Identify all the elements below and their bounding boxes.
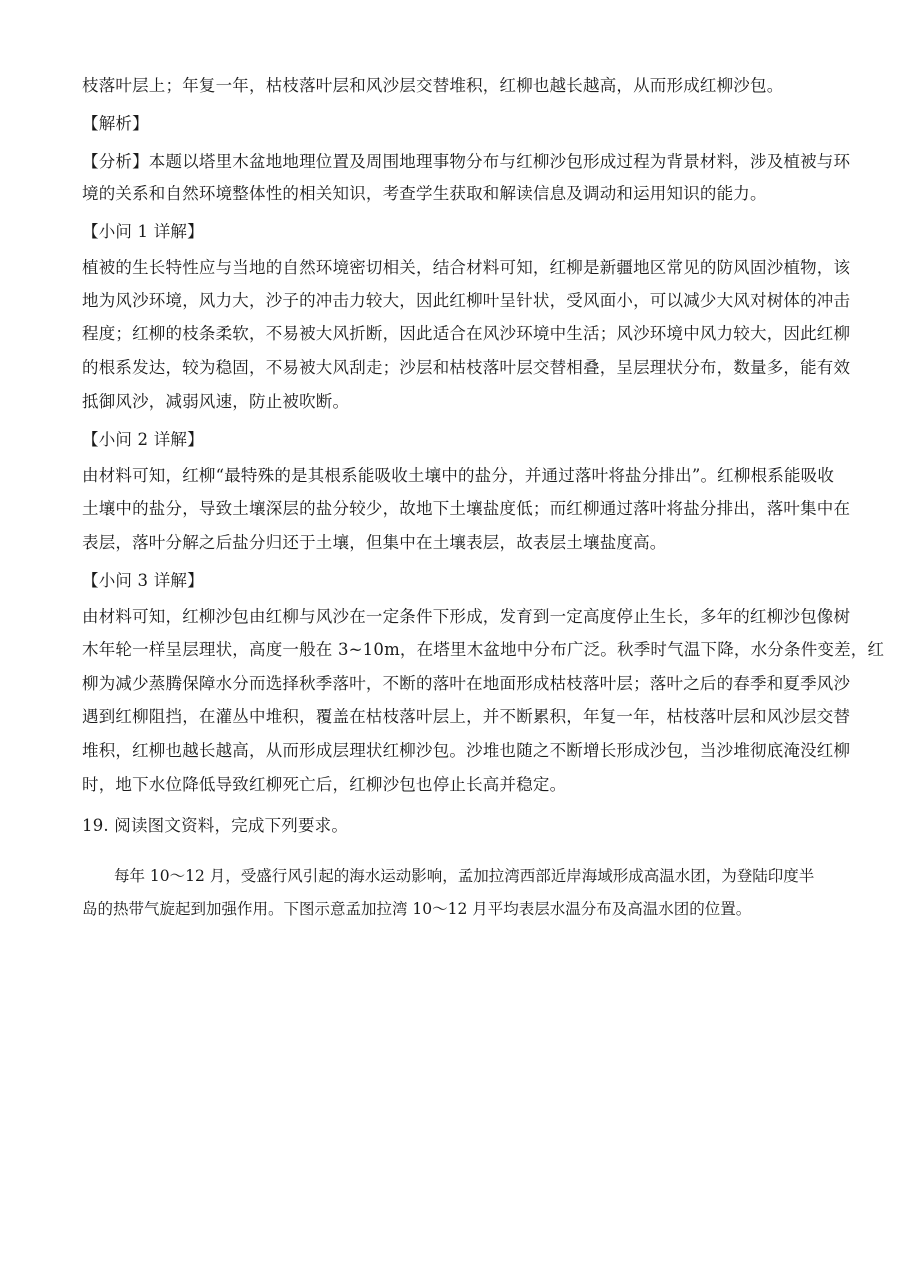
text-line: 柳为减少蒸腾保障水分而选择秋季落叶，不断的落叶在地面形成枯枝落叶层；落叶之后的春季和夏季风沙: [82, 674, 851, 693]
subquestion-1-header: 【小问 1 详解】: [82, 222, 204, 241]
text-line: 由材料可知，红柳沙包由红柳与风沙在一定条件下形成，发育到一定高度停止生长，多年的红柳沙包像树: [82, 607, 851, 626]
text-line: 植被的生长特性应与当地的自然环境密切相关，结合材料可知，红柳是新疆地区常见的防风固沙植物，该: [82, 258, 851, 277]
text-line: 枝落叶层上；年复一年，枯枝落叶层和风沙层交替堆积，红柳也越长越高，从而形成红柳沙包。: [82, 76, 784, 95]
question-19-title: 19. 阅读图文资料，完成下列要求。: [82, 816, 349, 835]
material-passage-line: 岛的热带气旋起到加强作用。下图示意孟加拉湾 10～12 月平均表层水温分布及高温水团的位置。: [82, 900, 752, 918]
text-line: 遇到红柳阻挡，在灌丛中堆积，覆盖在枯枝落叶层上，并不断累积，年复一年，枯枝落叶层和风沙层交替: [82, 707, 851, 726]
analysis-header: 【解析】: [82, 114, 149, 133]
text-line: 的根系发达，较为稳固，不易被大风刮走；沙层和枯枝落叶层交替相叠，呈层理状分布，数量多，能有效: [82, 358, 851, 377]
material-passage-line: 每年 10～12 月，受盛行风引起的海水运动影响，孟加拉湾西部近岸海域形成高温水团，为登陆印度半: [114, 867, 815, 885]
text-line: 境的关系和自然环境整体性的相关知识，考查学生获取和解读信息及调动和运用知识的能力。: [82, 184, 767, 203]
text-line: 程度；红柳的枝条柔软，不易被大风折断，因此适合在风沙环境中生活；风沙环境中风力较大，因此红柳: [82, 324, 851, 343]
subquestion-3-header: 【小问 3 详解】: [82, 571, 204, 590]
text-line: 表层，落叶分解之后盐分归还于土壤，但集中在土壤表层，故表层土壤盐度高。: [82, 533, 667, 552]
text-line: 【分析】本题以塔里木盆地地理位置及周围地理事物分布与红柳沙包形成过程为背景材料，涉及植被与环: [82, 152, 851, 171]
text-line: 抵御风沙，减弱风速，防止被吹断。: [82, 392, 350, 411]
text-line: 木年轮一样呈层理状，高度一般在 3~10m，在塔里木盆地中分布广泛。秋季时气温下降，水分条件变差，红: [82, 640, 885, 659]
text-line: 土壤中的盐分，导致土壤深层的盐分较少，故地下土壤盐度低；而红柳通过落叶将盐分排出，落叶集中在: [82, 499, 851, 518]
text-line: 由材料可知，红柳“最特殊的是其根系能吸收土壤中的盐分，并通过落叶将盐分排出”。红柳根系能吸收: [82, 466, 835, 485]
text-line: 时，地下水位降低导致红柳死亡后，红柳沙包也停止长高并稳定。: [82, 775, 567, 794]
subquestion-2-header: 【小问 2 详解】: [82, 430, 204, 449]
text-line: 堆积，红柳也越长越高，从而形成层理状红柳沙包。沙堆也随之不断增长形成沙包，当沙堆彻底淹没红柳: [82, 741, 851, 760]
text-line: 地为风沙环境，风力大，沙子的冲击力较大，因此红柳叶呈针状，受风面小，可以减少大风对树体的冲击: [82, 291, 851, 310]
